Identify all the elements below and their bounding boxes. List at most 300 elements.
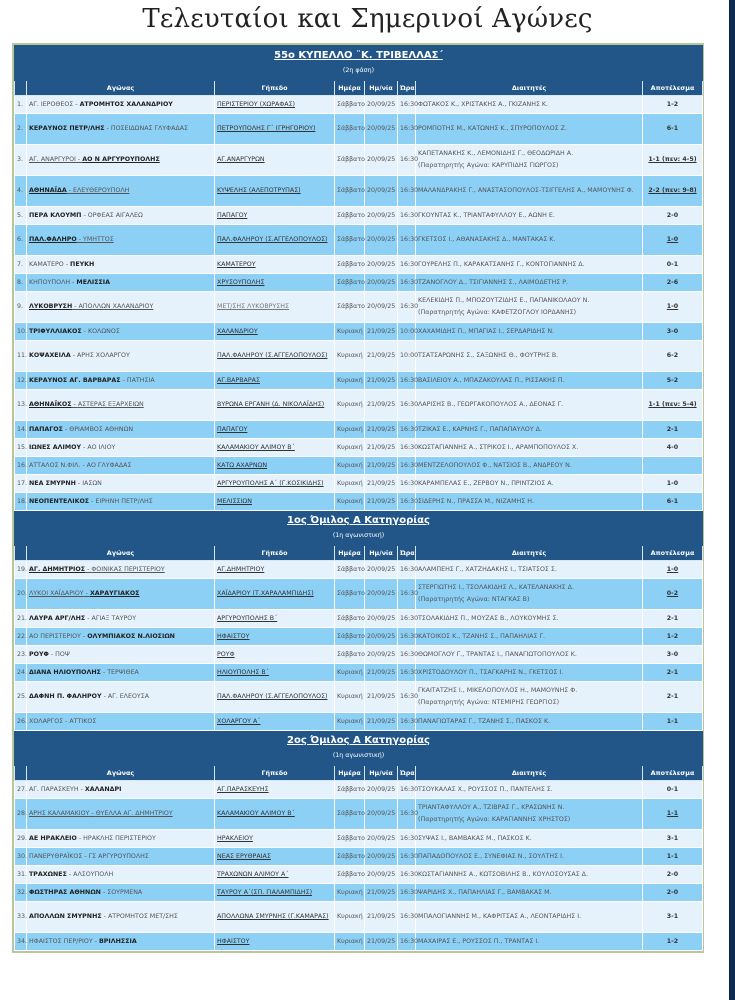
referees-cell: [416, 323, 643, 341]
home-team: ΑΤΤΑΛΟΣ Ν.ΦΙΛ.: [29, 461, 81, 469]
matches-table: [14, 45, 703, 951]
match-cell[interactable]: [27, 292, 215, 323]
table-row: [15, 866, 703, 884]
match-cell[interactable]: [27, 390, 215, 421]
result-cell: [643, 848, 703, 866]
row-number-text: 15.: [17, 443, 28, 451]
match-day: Κυριακή: [337, 668, 363, 676]
col-header-match: Αγώνας: [27, 766, 215, 781]
match-date: 20/09/25: [367, 810, 396, 817]
column-header-row: [15, 81, 703, 96]
venue-cell[interactable]: [215, 341, 335, 372]
home-team: ΑΟ ΠΕΡΙΣΤΕΡΙΟΥ: [29, 632, 81, 640]
time-cell: [398, 628, 419, 646]
match-time: 16:30: [400, 693, 419, 700]
row-number-text: 2.: [17, 125, 24, 132]
away-team[interactable]: ΑΠΟΛΛΩΝ ΧΑΛΑΝΔΡΙΟΥ: [78, 303, 154, 310]
table-row: [15, 274, 703, 292]
date-cell: [365, 933, 398, 951]
referees-cell: [416, 475, 643, 493]
team-separator: -: [48, 650, 56, 658]
day-cell: [335, 225, 365, 256]
table-row: [15, 475, 703, 493]
match-cell: [27, 274, 215, 292]
result-cell: [643, 830, 703, 848]
home-team[interactable]: ΑΘΗΝΑΪΔΑ: [29, 187, 67, 194]
venue-cell[interactable]: [215, 225, 335, 256]
result[interactable]: 1-0: [666, 565, 679, 573]
match-date: 21/09/25: [367, 376, 396, 384]
venue-cell[interactable]: [215, 866, 335, 884]
venue-link[interactable]: ΧΑΛΑΝΔΡΙΟΥ: [217, 327, 258, 335]
match-day: Κυριακή: [337, 461, 363, 469]
venue-link[interactable]: ΗΦΑΙΣΤΟΥ: [217, 632, 250, 640]
result: 2-1: [666, 425, 679, 433]
away-team[interactable]: ΑΣΤΕΡΑΣ ΕΞΑΡΧΕΙΩΝ: [77, 401, 144, 408]
result: 6-1: [666, 497, 679, 505]
match-cell: [27, 646, 215, 664]
referees: ΤΖΑΝΟΓΛΟΥ Δ., ΤΣΙΓΙΑΝΝΗΣ Σ., ΛΑΙΜΟΔΕΤΗΣ Ρ.: [418, 278, 569, 286]
match-time: 16:30: [400, 401, 419, 408]
result-cell: [643, 96, 703, 114]
result: 1-0: [666, 479, 679, 487]
col-header-day: Ημέρα: [335, 766, 365, 781]
match-time: 10:00: [400, 327, 419, 335]
away-team: ΙΑΣΩΝ: [82, 479, 102, 487]
team-separator: -: [92, 937, 99, 945]
referees-cell: [416, 561, 643, 579]
venue-link[interactable]: ΠΑΛ.ΦΑΛΗΡΟΥ (Σ.ΑΓΓΕΛΟΠΟΥΛΟΣ): [217, 693, 328, 700]
table-row: [15, 114, 703, 145]
away-team[interactable]: ΘΥΕΛΛΑ ΑΓ. ΔΗΜΗΤΡΙΟΥ: [95, 810, 173, 817]
day-cell: [335, 493, 365, 511]
venue-link[interactable]: ΜΕΛΙΣΣΙΩΝ: [217, 497, 252, 505]
home-team[interactable]: ΑΡΗΣ ΚΑΛΑΜΑΚΙΟΥ: [29, 810, 90, 817]
row-number-text: 31.: [17, 870, 28, 878]
result-cell[interactable]: [643, 799, 703, 830]
match-cell[interactable]: [27, 799, 215, 830]
venue-cell[interactable]: [215, 493, 335, 511]
venue-link[interactable]: ΚΑΜΑΤΕΡΟΥ: [217, 260, 256, 268]
result-cell: [643, 902, 703, 933]
date-cell: [365, 256, 398, 274]
venue-cell[interactable]: [215, 390, 335, 421]
day-cell: [335, 176, 365, 207]
team-separator: -: [104, 125, 111, 132]
venue-link[interactable]: ΠΑΠΑΓΟΥ: [217, 425, 248, 433]
home-team[interactable]: ΠΑΛ.ΦΑΛΗΡΟ: [29, 236, 77, 243]
referees: ΠΑΝΑΓΙΩΤΑΡΑΣ Γ., ΤΖΑΝΗΣ Σ., ΠΑΣΚΟΣ Κ.: [418, 717, 551, 725]
venue-link[interactable]: ΠΑΠΑΓΟΥ: [217, 211, 248, 219]
match-cell: [27, 902, 215, 933]
result[interactable]: 1-0: [666, 303, 679, 310]
match-day: Κυριακή: [337, 937, 363, 945]
time-cell: [398, 664, 419, 682]
day-cell: [335, 781, 365, 799]
result-cell[interactable]: [643, 176, 703, 207]
row-number-text: 22.: [17, 632, 28, 640]
section-title-link[interactable]: 2ος Όμιλος Α Κατηγορίας: [287, 735, 430, 746]
result[interactable]: 1-0: [666, 236, 679, 243]
venue-link[interactable]: ΚΑΤΩ ΑΧΑΡΝΩΝ: [217, 461, 268, 469]
col-header-referees: Διαιτητές: [416, 766, 643, 781]
result[interactable]: 0-2: [666, 590, 679, 597]
venue-link[interactable]: ΤΡΑΧΩΝΩΝ ΑΛΙΜΟΥ Α΄: [217, 870, 289, 878]
day-cell: [335, 866, 365, 884]
date-cell: [365, 781, 398, 799]
day-cell: [335, 292, 365, 323]
home-team: ΚΑΜΑΤΕΡΟ: [29, 260, 64, 268]
referees: ΚΑΡΑΜΠΕΛΑΣ Ε., ΖΕΡΒΟΥ Ν., ΠΡΙΝΤΖΙΟΣ Α.: [418, 479, 554, 487]
venue-link[interactable]: ΚΑΛΑΜΑΚΙΟΥ ΑΛΙΜΟΥ Β΄: [217, 810, 295, 817]
venue-link[interactable]: ΧΑΪΔΑΡΙΟΥ (Τ.ΧΑΡΑΛΑΜΠΙΔΗΣ): [217, 590, 314, 597]
venue-link[interactable]: ΠΕΡΙΣΤΕΡΙΟΥ (ΧΩΡΑΦΑΣ): [217, 100, 296, 108]
venue-cell[interactable]: [215, 421, 335, 439]
away-team[interactable]: ΑΟ Ν ΑΡΓΥΡΟΥΠΟΛΗΣ: [82, 156, 160, 163]
result-cell: [643, 256, 703, 274]
venue-link[interactable]: ΠΑΛ.ΦΑΛΗΡΟΥ (Σ.ΑΓΓΕΛΟΠΟΥΛΟΣ): [217, 352, 328, 359]
result: 0-1: [666, 260, 679, 268]
day-cell: [335, 439, 365, 457]
venue-link[interactable]: ΑΠΟΛΛΩΝΑ ΣΜΥΡΝΗΣ (Γ.ΚΑΜΑΡΑΣ): [217, 913, 329, 920]
col-header-time: Ώρα: [398, 81, 416, 96]
venue-link[interactable]: ΝΕΑΣ ΕΡΥΘΡΑΙΑΣ: [217, 852, 271, 860]
venue-cell[interactable]: [215, 884, 335, 902]
result-cell: [643, 439, 703, 457]
match-time: 16:30: [400, 632, 419, 640]
section-header: [15, 731, 703, 766]
result-cell: [643, 372, 703, 390]
row-number: [15, 176, 27, 207]
team-separator: -: [76, 834, 84, 842]
referees-cell: [416, 114, 643, 145]
row-number: [15, 439, 27, 457]
time-cell: [398, 866, 419, 884]
venue-cell[interactable]: [215, 781, 335, 799]
home-team: ΝΕΟΠΕΝΤΕΛΙΚΟΣ: [29, 497, 90, 505]
day-cell: [335, 96, 365, 114]
venue-cell[interactable]: [215, 610, 335, 628]
match-date: 21/09/25: [367, 461, 396, 469]
away-team[interactable]: ΥΜΗΤΤΟΣ: [83, 236, 114, 243]
result: 1-2: [666, 937, 679, 945]
away-team: ΚΟΛΩΝΟΣ: [87, 327, 120, 335]
result: 2-0: [666, 870, 679, 878]
result[interactable]: 1-1 (πεν: 4-5): [648, 156, 697, 163]
referees: ΧΡΙΣΤΟΔΟΥΛΟΥ Π., ΤΣΑΓΚΑΡΗΣ Ν., ΓΚΕΤΣΟΣ Ι.: [418, 668, 564, 676]
match-cell: [27, 664, 215, 682]
result: 4-0: [666, 443, 679, 451]
date-cell: [365, 439, 398, 457]
match-cell: [27, 682, 215, 713]
time-cell: [398, 848, 419, 866]
venue-cell[interactable]: [215, 664, 335, 682]
row-number-text: 12.: [17, 376, 28, 384]
venue-link[interactable]: ΠΕΤΡΟΥΠΟΛΗΣ Γ΄ (ΓΡΗΓΟΡΙΟΥ): [217, 125, 316, 132]
home-team[interactable]: ΛΥΚΟΙ ΧΑΪΔΑΡΙΟΥ: [29, 590, 84, 597]
row-number: [15, 561, 27, 579]
match-cell: [27, 372, 215, 390]
day-cell: [335, 390, 365, 421]
venue-link[interactable]: ΒΥΡΩΝΑ ΕΡΓΑΝΗ (Δ. ΝΙΚΟΛΑΪΔΗΣ): [217, 401, 325, 408]
referees: ΛΑΡΙΣΗΣ Β., ΓΕΩΡΓΑΚΟΠΟΥΛΟΣ Α., ΔΕΟΝΑΣ Γ.: [418, 401, 564, 408]
venue-cell[interactable]: [215, 457, 335, 475]
away-team[interactable]: ΕΛΕΥΘΕΡΟΥΠΟΛΗ: [73, 187, 130, 194]
table-row: [15, 292, 703, 323]
venue-cell[interactable]: [215, 902, 335, 933]
section-header: [15, 46, 703, 81]
match-cell: [27, 933, 215, 951]
venue-link[interactable]: ΑΓ.ΑΝΑΡΓΥΡΩΝ: [217, 156, 265, 163]
venue-cell[interactable]: [215, 646, 335, 664]
venue-link[interactable]: ΧΟΛΑΡΓΟΥ Α΄: [217, 717, 261, 725]
venue-cell[interactable]: [215, 114, 335, 145]
home-team: ΑΕ ΗΡΑΚΛΕΙΟ: [29, 834, 77, 842]
match-time: 16:30: [400, 278, 419, 286]
match-cell[interactable]: [27, 176, 215, 207]
result[interactable]: 2-2 (πεν: 9-8): [648, 187, 697, 194]
referees-cell: [416, 372, 643, 390]
match-day: Κυριακή: [337, 693, 363, 700]
result: 3-1: [666, 834, 679, 842]
referees-cell: [416, 341, 643, 372]
home-team[interactable]: ΑΓ. ΑΝΑΡΓΥΡΟΙ: [29, 156, 76, 163]
match-day: Κυριακή: [337, 376, 363, 384]
venue-cell[interactable]: [215, 682, 335, 713]
referees-cell: [416, 664, 643, 682]
col-header-referees: Διαιτητές: [416, 81, 643, 96]
table-row: [15, 372, 703, 390]
match-date: 20/09/25: [367, 632, 396, 640]
day-cell: [335, 579, 365, 610]
venue-cell[interactable]: [215, 292, 335, 323]
team-separator: -: [100, 888, 108, 896]
section-title-link[interactable]: 55ο ΚΥΠΕΛΛΟ ¨Κ. ΤΡΙΒΕΛΛΑΣ΄: [274, 50, 443, 61]
venue-cell[interactable]: [215, 830, 335, 848]
venue-link[interactable]: ΑΓ.ΒΑΡΒΑΡΑΣ: [217, 376, 260, 384]
result-cell: [643, 457, 703, 475]
result-cell[interactable]: [643, 579, 703, 610]
match-date: 20/09/25: [367, 156, 396, 163]
team-separator: -: [76, 236, 84, 243]
home-team[interactable]: ΛΥΚΟΒΡΥΣΗ: [29, 303, 73, 310]
time-cell: [398, 493, 419, 511]
table-row: [15, 145, 703, 176]
venue-cell[interactable]: [215, 713, 335, 731]
column-header-row: [15, 546, 703, 561]
home-team: ΧΟΛΑΡΓΟΣ: [29, 717, 64, 725]
day-cell: [335, 830, 365, 848]
date-cell: [365, 866, 398, 884]
venue-link[interactable]: ΑΓ.ΔΗΜΗΤΡΙΟΥ: [217, 565, 265, 573]
match-time: 16:30: [400, 425, 419, 433]
result[interactable]: 1-1: [666, 810, 679, 817]
row-number: [15, 579, 27, 610]
referees-cell: [416, 207, 643, 225]
match-date: 21/09/25: [367, 497, 396, 505]
row-number-text: 27.: [17, 785, 28, 793]
match-cell[interactable]: [27, 561, 215, 579]
match-cell: [27, 493, 215, 511]
day-cell: [335, 421, 365, 439]
match-date: 21/09/25: [367, 401, 396, 408]
match-day: Κυριακή: [337, 888, 363, 896]
venue-link[interactable]: ΜΕΤ/ΣΗΣ ΛΥΚΟΒΡΥΣΗΣ: [217, 303, 289, 310]
venue-link[interactable]: ΡΟΥΦ: [217, 650, 235, 658]
time-cell: [398, 145, 419, 176]
venue-cell[interactable]: [215, 439, 335, 457]
home-team[interactable]: ΑΘΗΝΑΪΚΟΣ: [29, 401, 72, 408]
row-number: [15, 372, 27, 390]
result: 2-6: [666, 278, 679, 286]
day-cell: [335, 664, 365, 682]
time-cell: [398, 292, 419, 323]
match-time: 16:30: [400, 650, 419, 658]
referees: ΤΡΙΑΝΤΑΦΥΛΛΟΥ Α., ΤΖΙΒΡΑΣ Γ., ΚΡΑΣΩΝΗΣ Ν.: [418, 804, 565, 811]
match-time: 16:30: [400, 785, 419, 793]
match-day: Σάββατο: [337, 211, 365, 219]
col-header-referees: Διαιτητές: [416, 546, 643, 561]
venue-link[interactable]: ΤΑΥΡΟΥ Α΄(ΣΠ. ΓΙΑΛΑΜΠΙΔΗΣ): [217, 888, 313, 896]
row-number: [15, 646, 27, 664]
referees-cell: [416, 457, 643, 475]
result: 6-1: [666, 125, 679, 132]
venue-link[interactable]: ΗΡΑΚΛΕΙΟΥ: [217, 834, 253, 842]
venue-cell[interactable]: [215, 475, 335, 493]
time-cell: [398, 421, 419, 439]
home-team: ΑΠΟΛΛΩΝ ΣΜΥΡΝΗΣ: [29, 913, 102, 920]
col-header-number: [15, 766, 27, 781]
venue-cell[interactable]: [215, 628, 335, 646]
row-number-text: 28.: [17, 810, 28, 817]
team-separator: -: [81, 443, 88, 451]
result[interactable]: 1-1 (πεν: 5-4): [648, 401, 697, 408]
venue-cell[interactable]: [215, 848, 335, 866]
match-date: 20/09/25: [367, 278, 396, 286]
match-day: Κυριακή: [337, 401, 363, 408]
result-cell: [643, 664, 703, 682]
match-day: Σάββατο: [337, 100, 365, 108]
row-number: [15, 902, 27, 933]
venue-link[interactable]: ΑΡΓΥΡΟΥΠΟΛΗΣ Β΄: [217, 614, 278, 622]
date-cell: [365, 457, 398, 475]
match-time: 16:30: [400, 461, 419, 469]
match-cell[interactable]: [27, 225, 215, 256]
venue-cell[interactable]: [215, 799, 335, 830]
referees: ΜΑΧΑΙΡΑΣ Ε., ΡΟΥΣΣΟΣ Π., ΤΡΑΝΤΑΣ Ι.: [418, 937, 540, 945]
venue-cell[interactable]: [215, 323, 335, 341]
referees-cell: [416, 256, 643, 274]
result-cell[interactable]: [643, 561, 703, 579]
time-cell: [398, 682, 419, 713]
match-time: 16:30: [400, 156, 419, 163]
col-header-venue: Γήπεδο: [215, 81, 335, 96]
match-cell: [27, 96, 215, 114]
match-cell[interactable]: [27, 145, 215, 176]
venue-link[interactable]: ΗΦΑΙΣΤΟΥ: [217, 937, 250, 945]
match-day: Κυριακή: [337, 479, 363, 487]
match-day: Σάββατο: [337, 260, 365, 268]
table-row: [15, 664, 703, 682]
home-team: ΚΕΡΑΥΝΟΣ ΑΓ. ΒΑΡΒΑΡΑΣ: [29, 376, 121, 384]
away-team[interactable]: ΧΑΡΑΥΓΙΑΚΟΣ: [89, 590, 140, 597]
time-cell: [398, 274, 419, 292]
row-number-text: 10.: [17, 327, 28, 335]
away-team[interactable]: ΦΟΙΝΙΚΑΣ ΠΕΡΙΣΤΕΡΙΟΥ: [91, 565, 165, 573]
venue-link[interactable]: ΗΛΙΟΥΠΟΛΗΣ Β΄: [217, 668, 269, 676]
venue-link[interactable]: ΧΡΥΣΟΥΠΟΛΗΣ: [217, 278, 265, 286]
team-separator: -: [80, 632, 88, 640]
match-cell[interactable]: [27, 579, 215, 610]
venue-cell[interactable]: [215, 145, 335, 176]
section-title-link[interactable]: 1ος Όμιλος Α Κατηγορίας: [287, 515, 430, 526]
venue-link[interactable]: ΚΑΛΑΜΑΚΙΟΥ ΑΛΙΜΟΥ Β΄: [217, 443, 295, 451]
time-cell: [398, 933, 419, 951]
right-edge-strip: [729, 0, 735, 1000]
venue-cell[interactable]: [215, 561, 335, 579]
referees-cell: [416, 682, 643, 713]
result-cell[interactable]: [643, 145, 703, 176]
col-header-number: [15, 546, 27, 561]
result-cell[interactable]: [643, 292, 703, 323]
match-day: Σάββατο: [337, 590, 365, 597]
table-row: [15, 628, 703, 646]
referees: ΣΙΔΕΡΗΣ Ν., ΠΡΑΣΣΑ Μ., ΝΙΖΑΜΗΣ Η.: [418, 497, 534, 505]
result-cell: [643, 866, 703, 884]
venue-link[interactable]: ΚΥΨΕΛΗΣ (ΑΛΕΠΟΤΡΥΠΑΣ): [217, 187, 301, 194]
result-cell[interactable]: [643, 390, 703, 421]
venue-cell[interactable]: [215, 579, 335, 610]
match-day: Σάββατο: [337, 125, 365, 132]
match-time: 16:30: [400, 303, 419, 310]
time-cell: [398, 341, 419, 372]
venue-link[interactable]: ΑΡΓΥΡΟΥΠΟΛΗΣ Α΄ (Γ.ΚΟΣΙΚΙΔΗΣ): [217, 479, 324, 487]
away-team: ΗΡΑΚΛΗΣ ΠΕΡΙΣΤΕΡΙΟΥ: [83, 834, 156, 842]
away-team: ΑΟ ΙΛΙΟΥ: [87, 443, 116, 451]
venue-cell[interactable]: [215, 207, 335, 225]
col-header-match: Αγώνας: [27, 546, 215, 561]
date-cell: [365, 96, 398, 114]
team-separator: -: [81, 327, 88, 335]
venue-link[interactable]: ΠΑΛ.ΦΑΛΗΡΟΥ (Σ.ΑΓΓΕΛΟΠΟΥΛΟΣ): [217, 236, 328, 243]
result: 3-0: [666, 327, 679, 335]
venue-cell[interactable]: [215, 274, 335, 292]
home-team[interactable]: ΑΓ. ΔΗΜΗΤΡΙΟΣ: [29, 565, 86, 573]
result-cell[interactable]: [643, 225, 703, 256]
table-row: [15, 176, 703, 207]
venue-cell[interactable]: [215, 933, 335, 951]
venue-cell[interactable]: [215, 176, 335, 207]
venue-cell[interactable]: [215, 372, 335, 390]
date-cell: [365, 475, 398, 493]
venue-cell[interactable]: [215, 256, 335, 274]
venue-link[interactable]: ΑΓ.ΠΑΡΑΣΚΕΥΗΣ: [217, 785, 269, 793]
date-cell: [365, 114, 398, 145]
referees: ΦΩΤΑΚΟΣ Κ., ΧΡΙΣΤΑΚΗΣ Α., ΓΚΙΖΑΝΗΣ Κ.: [418, 100, 549, 108]
date-cell: [365, 682, 398, 713]
date-cell: [365, 830, 398, 848]
referees-cell: [416, 830, 643, 848]
day-cell: [335, 902, 365, 933]
match-date: 20/09/25: [367, 303, 396, 310]
match-day: Σάββατο: [337, 852, 365, 860]
time-cell: [398, 256, 419, 274]
match-date: 20/09/25: [367, 236, 396, 243]
referees: ΚΩΣΤΑΓΙΑΝΝΗΣ Α., ΚΩΤΣΟΒΙΛΗΣ Β., ΚΟΥΛΟΣΟΥΣΑΣ Δ.: [418, 870, 588, 878]
venue-cell[interactable]: [215, 96, 335, 114]
date-cell: [365, 145, 398, 176]
referees: ΜΠΑΛΟΓΙΑΝΝΗΣ Μ., ΚΑΦΡΙΤΣΑΣ Α., ΛΕΟΝΤΑΡΙΔΗΣ Ι.: [418, 913, 582, 920]
